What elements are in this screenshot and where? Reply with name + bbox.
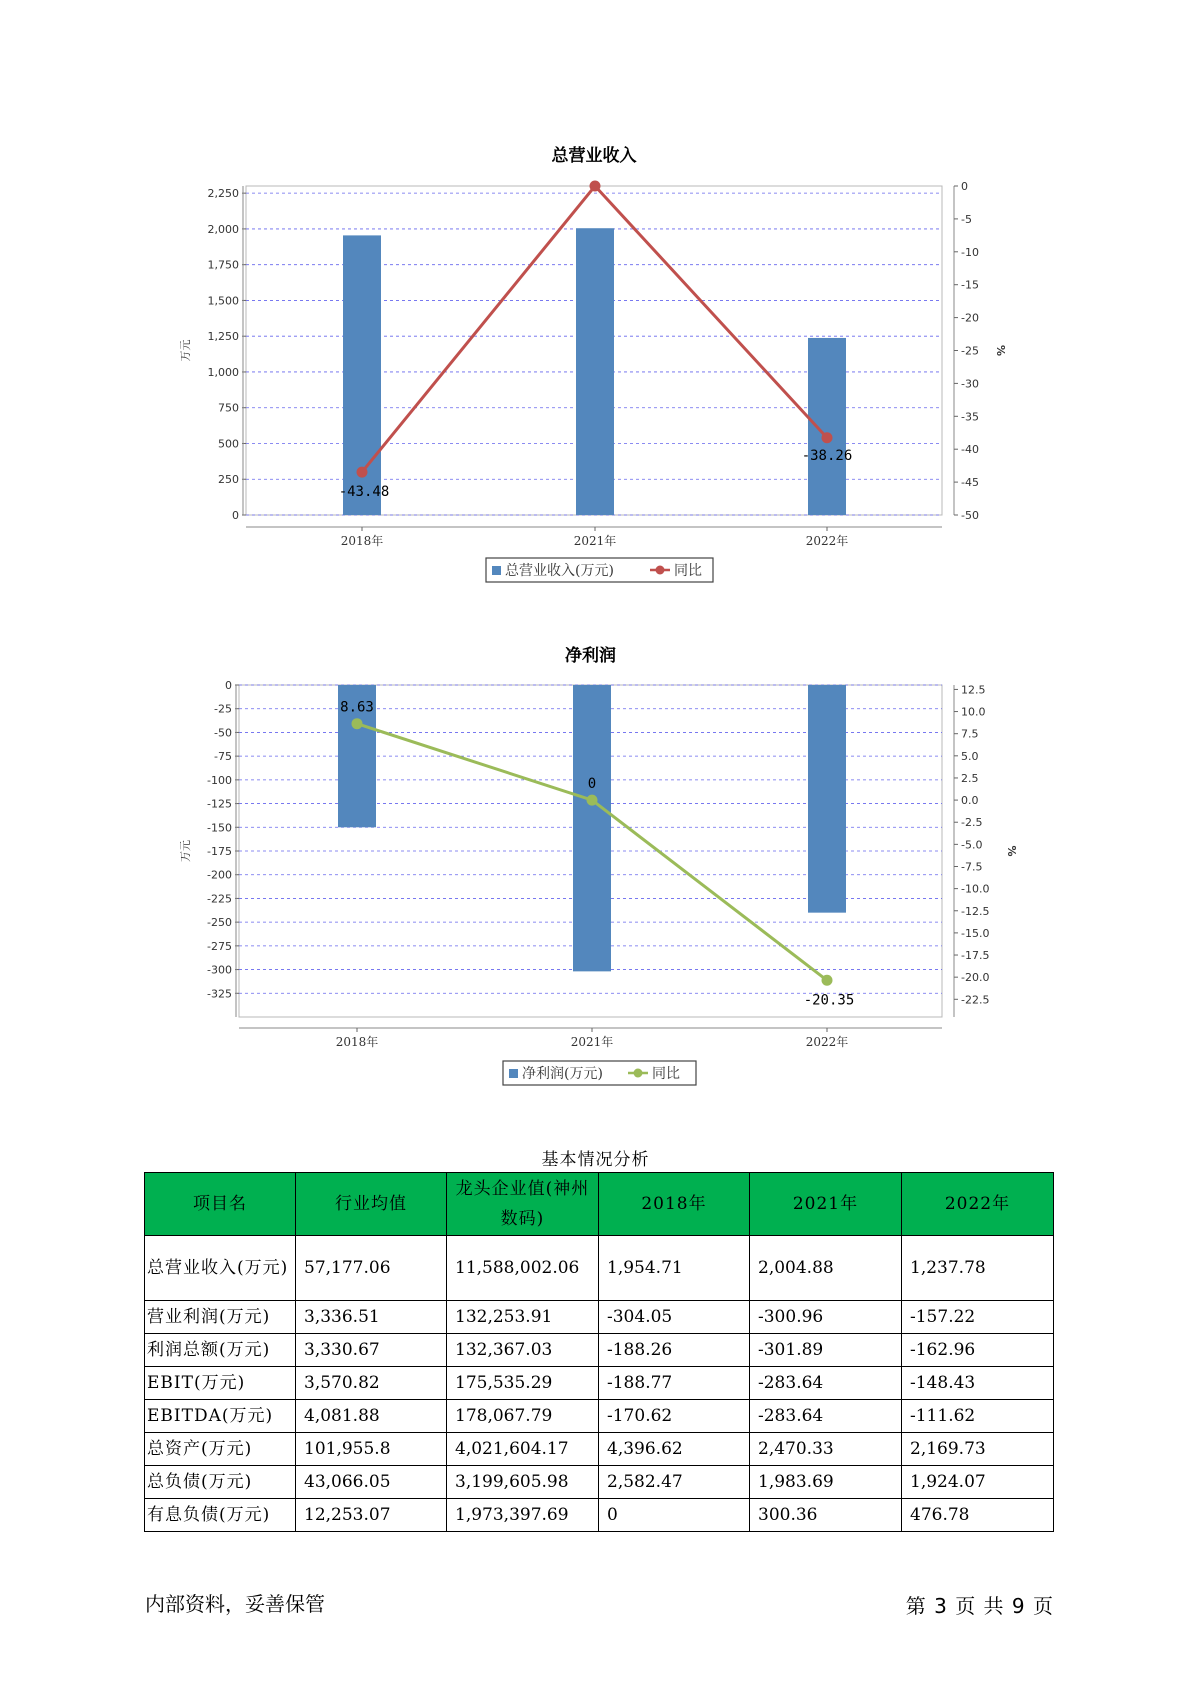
table-cell: 3,330.67 bbox=[296, 1334, 447, 1367]
table-cell: 175,535.29 bbox=[447, 1367, 599, 1400]
yoy-data-label: -20.35 bbox=[803, 992, 855, 1009]
y2-axis-unit: % bbox=[1005, 845, 1018, 857]
table-row bbox=[145, 1367, 1054, 1400]
y-tick-label: -75 bbox=[214, 750, 232, 764]
yoy-point bbox=[587, 795, 598, 806]
y2-tick-label: -12.5 bbox=[961, 904, 990, 918]
table-cell: 1,924.07 bbox=[902, 1466, 1054, 1499]
table-row bbox=[145, 1334, 1054, 1367]
footer-confidential-note: 内部资料，妥善保管 bbox=[145, 1592, 325, 1616]
yoy-point bbox=[822, 432, 833, 443]
yoy-point bbox=[822, 975, 833, 986]
x-tick-label: 2022年 bbox=[805, 1035, 849, 1049]
row-label: 总营业收入(万元) bbox=[145, 1236, 296, 1301]
y2-tick-label: -40 bbox=[961, 443, 979, 457]
table-cell: 4,021,604.17 bbox=[447, 1433, 599, 1466]
table-row bbox=[145, 1466, 1054, 1499]
y2-tick-label: 7.5 bbox=[961, 727, 979, 741]
y2-tick-label: -7.5 bbox=[961, 860, 983, 874]
yoy-point bbox=[352, 718, 363, 729]
table-cell: 300.36 bbox=[750, 1499, 902, 1532]
y-tick-label: 2,250 bbox=[207, 187, 239, 201]
table-cell: 132,253.91 bbox=[447, 1301, 599, 1334]
y2-tick-label: -5.0 bbox=[961, 838, 983, 852]
yoy-data-label: -38.26 bbox=[801, 447, 853, 464]
table-cell: 476.78 bbox=[902, 1499, 1054, 1532]
yoy-point bbox=[357, 467, 368, 478]
y-axis-unit: 万元 bbox=[179, 840, 192, 862]
bar-2022 bbox=[808, 685, 846, 913]
table-row bbox=[145, 1433, 1054, 1466]
y-tick-label: 1,500 bbox=[207, 294, 239, 308]
y2-tick-label: -20.0 bbox=[961, 971, 990, 985]
y-tick-label: 1,250 bbox=[207, 330, 239, 344]
table-cell: -188.26 bbox=[599, 1334, 750, 1367]
table-cell: 43,066.05 bbox=[296, 1466, 447, 1499]
yoy-data-label: -43.48 bbox=[338, 484, 390, 501]
y-tick-label: -150 bbox=[207, 821, 232, 835]
revenue-chart bbox=[0, 140, 1191, 600]
table-cell: 57,177.06 bbox=[296, 1236, 447, 1301]
y2-axis-unit: % bbox=[994, 344, 1007, 357]
y2-tick-label: 0 bbox=[961, 180, 968, 193]
table-cell: -188.77 bbox=[599, 1367, 750, 1400]
table-cell: 3,570.82 bbox=[296, 1367, 447, 1400]
chart-title: 净利润 bbox=[565, 646, 616, 666]
row-label: 营业利润(万元) bbox=[145, 1301, 296, 1334]
y2-tick-label: -22.5 bbox=[961, 993, 990, 1007]
header-leader-value: 龙头企业值(神州数码) bbox=[447, 1173, 599, 1236]
y2-tick-label: -2.5 bbox=[961, 816, 983, 830]
row-label: EBIT(万元) bbox=[145, 1367, 296, 1400]
x-tick-label: 2021年 bbox=[570, 1035, 614, 1049]
table-row bbox=[145, 1499, 1054, 1532]
header-2021: 2021年 bbox=[750, 1173, 902, 1236]
y-tick-label: 2,000 bbox=[207, 222, 239, 236]
analysis-table bbox=[144, 1172, 1054, 1532]
table-cell: 2,004.88 bbox=[750, 1236, 902, 1301]
y-tick-label: -325 bbox=[207, 987, 232, 1001]
table-cell: -304.05 bbox=[599, 1301, 750, 1334]
table-cell: -301.89 bbox=[750, 1334, 902, 1367]
bar-2022 bbox=[808, 338, 846, 515]
table-cell: 1,973,397.69 bbox=[447, 1499, 599, 1532]
y2-tick-label: 2.5 bbox=[961, 771, 979, 785]
y2-tick-label: -30 bbox=[961, 377, 979, 391]
yoy-data-label: 8.63 bbox=[340, 699, 374, 716]
legend-bar-swatch bbox=[492, 566, 501, 575]
table-cell: 2,582.47 bbox=[599, 1466, 750, 1499]
y-tick-label: 0 bbox=[225, 679, 232, 692]
table-cell: 0 bbox=[599, 1499, 750, 1532]
table-cell: 4,081.88 bbox=[296, 1400, 447, 1433]
yoy-point bbox=[590, 181, 601, 192]
table-cell: 101,955.8 bbox=[296, 1433, 447, 1466]
legend-bar-label: 总营业收入(万元) bbox=[505, 563, 614, 579]
x-tick-label: 2021年 bbox=[573, 534, 617, 548]
y2-tick-label: -10.0 bbox=[961, 882, 990, 896]
row-label: 有息负债(万元) bbox=[145, 1499, 296, 1532]
y2-tick-label: 10.0 bbox=[961, 705, 986, 719]
table-cell: 12,253.07 bbox=[296, 1499, 447, 1532]
table-cell: 178,067.79 bbox=[447, 1400, 599, 1433]
yoy-data-label: 0 bbox=[587, 776, 597, 793]
y-tick-label: -100 bbox=[207, 773, 232, 787]
row-label: 利润总额(万元) bbox=[145, 1334, 296, 1367]
y2-tick-label: -25 bbox=[961, 344, 979, 358]
y2-tick-label: -45 bbox=[961, 476, 979, 490]
y-tick-label: -50 bbox=[214, 726, 232, 740]
table-cell: 1,237.78 bbox=[902, 1236, 1054, 1301]
y2-tick-label: -15.0 bbox=[961, 926, 990, 940]
y2-tick-label: -5 bbox=[961, 212, 972, 226]
legend-bar-label: 净利润(万元) bbox=[522, 1066, 603, 1082]
header-2022: 2022年 bbox=[902, 1173, 1054, 1236]
y-axis-unit: 万元 bbox=[179, 339, 192, 362]
y2-tick-label: -17.5 bbox=[961, 949, 990, 963]
y-tick-label: -225 bbox=[207, 892, 232, 906]
table-cell: -157.22 bbox=[902, 1301, 1054, 1334]
y2-tick-label: -50 bbox=[961, 509, 979, 522]
table-cell: 3,336.51 bbox=[296, 1301, 447, 1334]
legend-line-label: 同比 bbox=[652, 1066, 680, 1082]
table-cell: -283.64 bbox=[750, 1400, 902, 1433]
y-tick-label: 0 bbox=[232, 509, 239, 522]
table-cell: 132,367.03 bbox=[447, 1334, 599, 1367]
row-label: 总负债(万元) bbox=[145, 1466, 296, 1499]
header-item-name: 项目名 bbox=[145, 1173, 296, 1236]
header-industry-avg: 行业均值 bbox=[296, 1173, 447, 1236]
table-cell: -148.43 bbox=[902, 1367, 1054, 1400]
y-tick-label: 750 bbox=[218, 401, 239, 415]
footer-page-number: 第 3 页 共 9 页 bbox=[905, 1594, 1053, 1618]
bar-2021 bbox=[576, 228, 614, 515]
table-cell: 1,954.71 bbox=[599, 1236, 750, 1301]
y-tick-label: 1,000 bbox=[207, 365, 239, 379]
table-caption: 基本情况分析 bbox=[541, 1150, 650, 1170]
y-tick-label: -250 bbox=[207, 916, 232, 930]
table-cell: 2,169.73 bbox=[902, 1433, 1054, 1466]
legend-bar-swatch bbox=[509, 1069, 518, 1078]
y-tick-label: -25 bbox=[214, 702, 232, 716]
table-cell: 2,470.33 bbox=[750, 1433, 902, 1466]
x-tick-label: 2018年 bbox=[335, 1035, 379, 1049]
table-header-row bbox=[145, 1173, 1054, 1236]
table-cell: 1,983.69 bbox=[750, 1466, 902, 1499]
y-tick-label: 250 bbox=[218, 473, 239, 487]
y-tick-label: -200 bbox=[207, 868, 232, 882]
y-tick-label: -125 bbox=[207, 797, 232, 811]
y-tick-label: -175 bbox=[207, 845, 232, 858]
row-label: 总资产(万元) bbox=[145, 1433, 296, 1466]
net-profit-chart bbox=[0, 640, 1191, 1100]
y2-tick-label: 0.0 bbox=[961, 794, 979, 808]
legend-line-marker bbox=[634, 1069, 643, 1078]
legend-line-marker bbox=[656, 566, 665, 575]
bar-2021 bbox=[573, 685, 611, 971]
y2-tick-label: -35 bbox=[961, 410, 979, 424]
y-tick-label: -300 bbox=[207, 963, 232, 977]
table-cell: 4,396.62 bbox=[599, 1433, 750, 1466]
x-tick-label: 2022年 bbox=[805, 534, 849, 548]
x-tick-label: 2018年 bbox=[340, 534, 384, 548]
header-2018: 2018年 bbox=[599, 1173, 750, 1236]
legend-line-label: 同比 bbox=[674, 563, 702, 579]
chart-title: 总营业收入 bbox=[551, 146, 637, 166]
table-row bbox=[145, 1301, 1054, 1334]
table-row bbox=[145, 1400, 1054, 1433]
y-tick-label: -275 bbox=[207, 939, 232, 953]
y2-tick-label: -10 bbox=[961, 245, 979, 259]
y2-tick-label: -15 bbox=[961, 278, 979, 292]
table-cell: -283.64 bbox=[750, 1367, 902, 1400]
y-tick-label: 500 bbox=[218, 437, 239, 451]
row-label: EBITDA(万元) bbox=[145, 1400, 296, 1433]
y2-tick-label: 5.0 bbox=[961, 749, 979, 763]
y-tick-label: 1,750 bbox=[207, 258, 239, 272]
table-cell: -170.62 bbox=[599, 1400, 750, 1433]
table-cell: 11,588,002.06 bbox=[447, 1236, 599, 1301]
y2-tick-label: -20 bbox=[961, 311, 979, 325]
table-row bbox=[145, 1236, 1054, 1301]
table-cell: -300.96 bbox=[750, 1301, 902, 1334]
y2-tick-label: 12.5 bbox=[961, 683, 986, 697]
table-cell: 3,199,605.98 bbox=[447, 1466, 599, 1499]
table-cell: -111.62 bbox=[902, 1400, 1054, 1433]
table-cell: -162.96 bbox=[902, 1334, 1054, 1367]
